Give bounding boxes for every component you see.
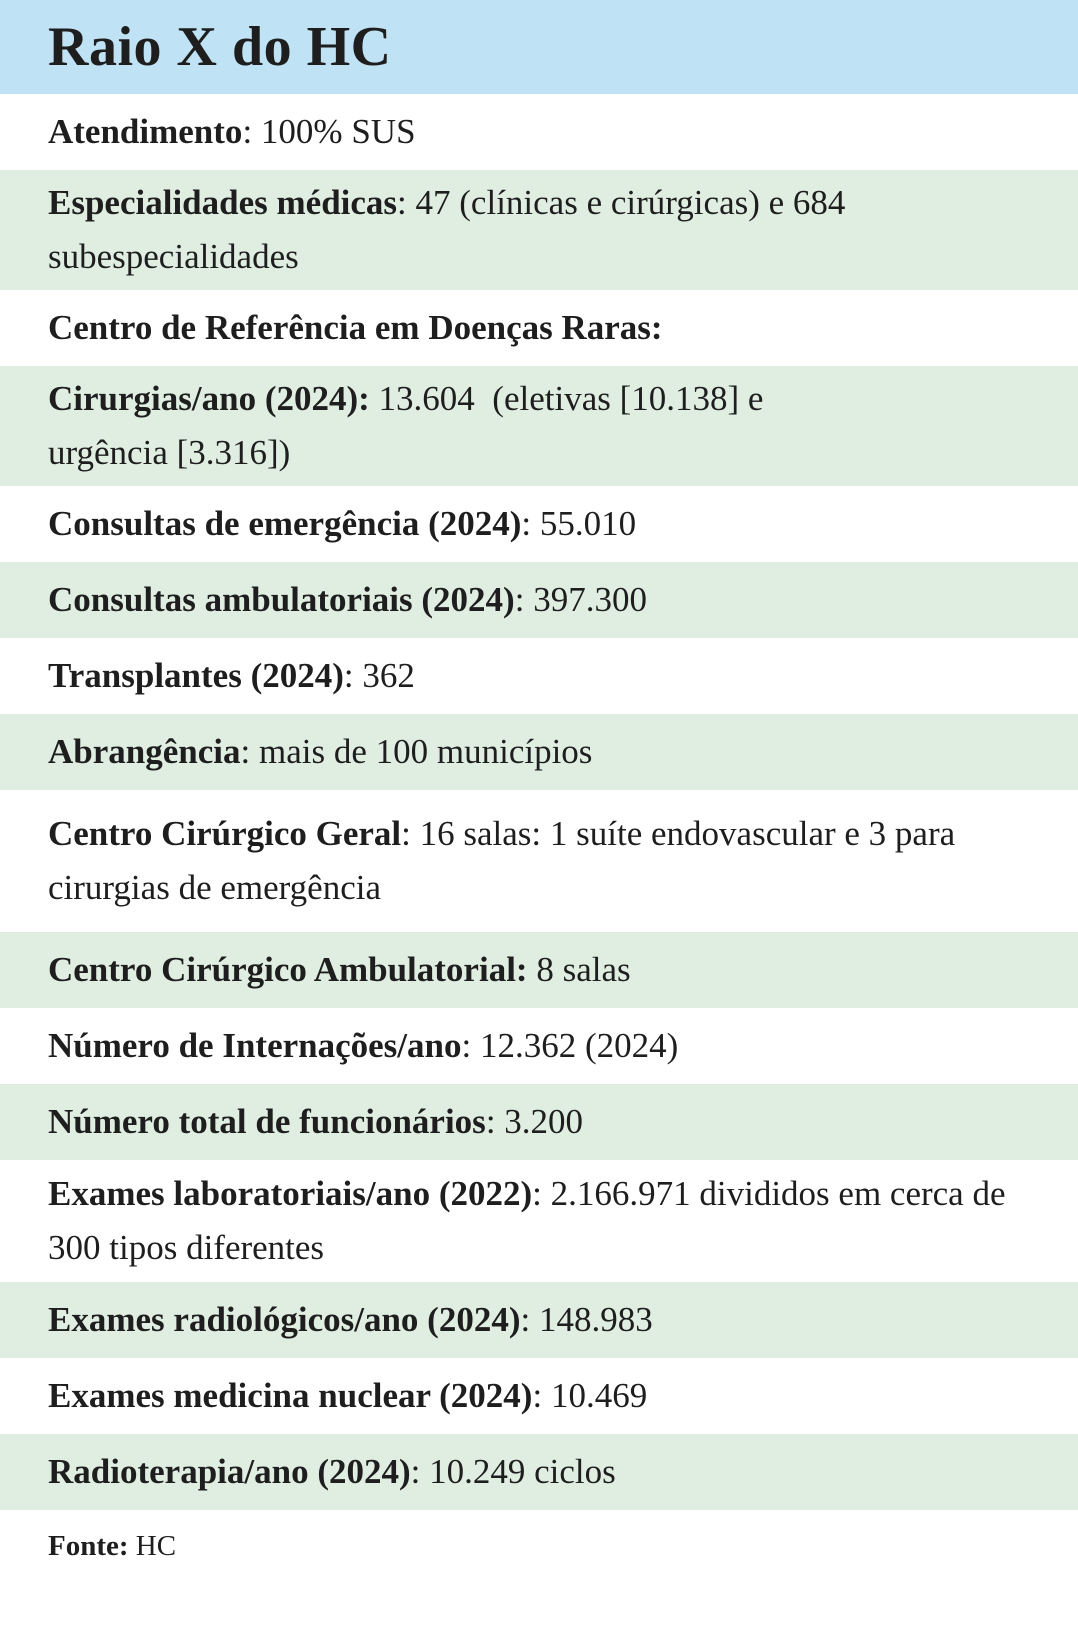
- row-value: 55.010: [539, 504, 637, 543]
- row-funcionarios: Número total de funcionários: 3.200: [0, 1084, 1078, 1160]
- infobox-title: Raio X do HC: [48, 16, 392, 78]
- row-radioterapia: Radioterapia/ano (2024): 10.249 ciclos: [0, 1434, 1078, 1510]
- row-exames-laboratoriais: Exames laboratoriais/ano (2022): 2.166.971 divididos em cerca de 300 tipos diferentes: [0, 1160, 1078, 1282]
- row-value: 148.983: [538, 1300, 653, 1339]
- row-abrangencia: Abrangência: mais de 100 municípios: [0, 714, 1078, 790]
- row-cirurgias: [0, 366, 1078, 486]
- source-footer: [0, 1510, 1078, 1582]
- row-centro-cirurgico-geral: Centro Cirúrgico Geral: 16 salas: 1 suíte endovascular e 3 para cirurgias de emergência: [0, 790, 1078, 932]
- row-value: 2.166.971 divididos em cerca de 300 tipos diferentes: [48, 1174, 1006, 1267]
- row-label: Centro Cirúrgico Geral: [48, 814, 402, 853]
- row-value: 397.300: [533, 580, 647, 619]
- row-label: Radioterapia/ano (2024): [48, 1452, 411, 1491]
- row-label: Número total de funcionários: [48, 1102, 486, 1141]
- row-atendimento: Atendimento: 100% SUS: [0, 94, 1078, 170]
- row-value: 8 salas: [536, 950, 631, 989]
- row-value: 10.469: [550, 1376, 648, 1415]
- row-value: 12.362 (2024): [479, 1026, 679, 1065]
- row-label: Exames laboratoriais/ano (2022): [48, 1174, 533, 1213]
- row-consultas-ambulatoriais: Consultas ambulatoriais (2024): 397.300: [0, 562, 1078, 638]
- row-internacoes: Número de Internações/ano: 12.362 (2024): [0, 1008, 1078, 1084]
- footer-label: Fonte:: [48, 1529, 129, 1562]
- row-value: 16 salas: 1 suíte endovascular e 3 para cirurgias de emergência: [48, 814, 956, 907]
- row-label: Consultas de emergência (2024): [48, 504, 522, 543]
- row-exames-radiologicos: Exames radiológicos/ano (2024): 148.983: [0, 1282, 1078, 1358]
- title-bar: [0, 0, 1078, 94]
- row-label: Número de Internações/ano: [48, 1026, 462, 1065]
- row-transplantes: Transplantes (2024): 362: [0, 638, 1078, 714]
- row-medicina-nuclear: Exames medicina nuclear (2024): 10.469: [0, 1358, 1078, 1434]
- row-label: Atendimento: [48, 112, 243, 151]
- row-value: 362: [362, 656, 415, 695]
- row-value: 47 (clínicas e cirúrgicas) e 684 subespecialidades: [48, 183, 846, 276]
- row-doencas-raras: [0, 290, 1078, 366]
- footer-value: HC: [135, 1529, 177, 1562]
- row-value: mais de 100 municípios: [258, 732, 593, 771]
- row-consultas-emergencia: Consultas de emergência (2024): 55.010: [0, 486, 1078, 562]
- row-value: 3.200: [504, 1102, 584, 1141]
- row-label: Exames radiológicos/ano (2024): [48, 1300, 521, 1339]
- row-label: Consultas ambulatoriais (2024): [48, 580, 515, 619]
- row-label: Centro Cirúrgico Ambulatorial:: [48, 950, 528, 989]
- row-value: 10.249 ciclos: [429, 1452, 616, 1491]
- row-label: Exames medicina nuclear (2024): [48, 1376, 533, 1415]
- row-label: Cirurgias/ano (2024):: [48, 379, 370, 418]
- row-centro-cirurgico-ambulatorial: [0, 932, 1078, 1008]
- row-label: Centro de Referência em Doenças Raras:: [48, 308, 663, 347]
- row-label: Especialidades médicas: [48, 183, 398, 222]
- row-especialidades: Especialidades médicas: 47 (clínicas e cirúrgicas) e 684 subespecialidades: [0, 170, 1078, 290]
- row-label: Transplantes (2024): [48, 656, 344, 695]
- row-value: 100% SUS: [260, 112, 416, 151]
- row-value: 13.604 (eletivas [10.138] e urgência [3.316]): [48, 379, 773, 472]
- row-label: Abrangência: [48, 732, 241, 771]
